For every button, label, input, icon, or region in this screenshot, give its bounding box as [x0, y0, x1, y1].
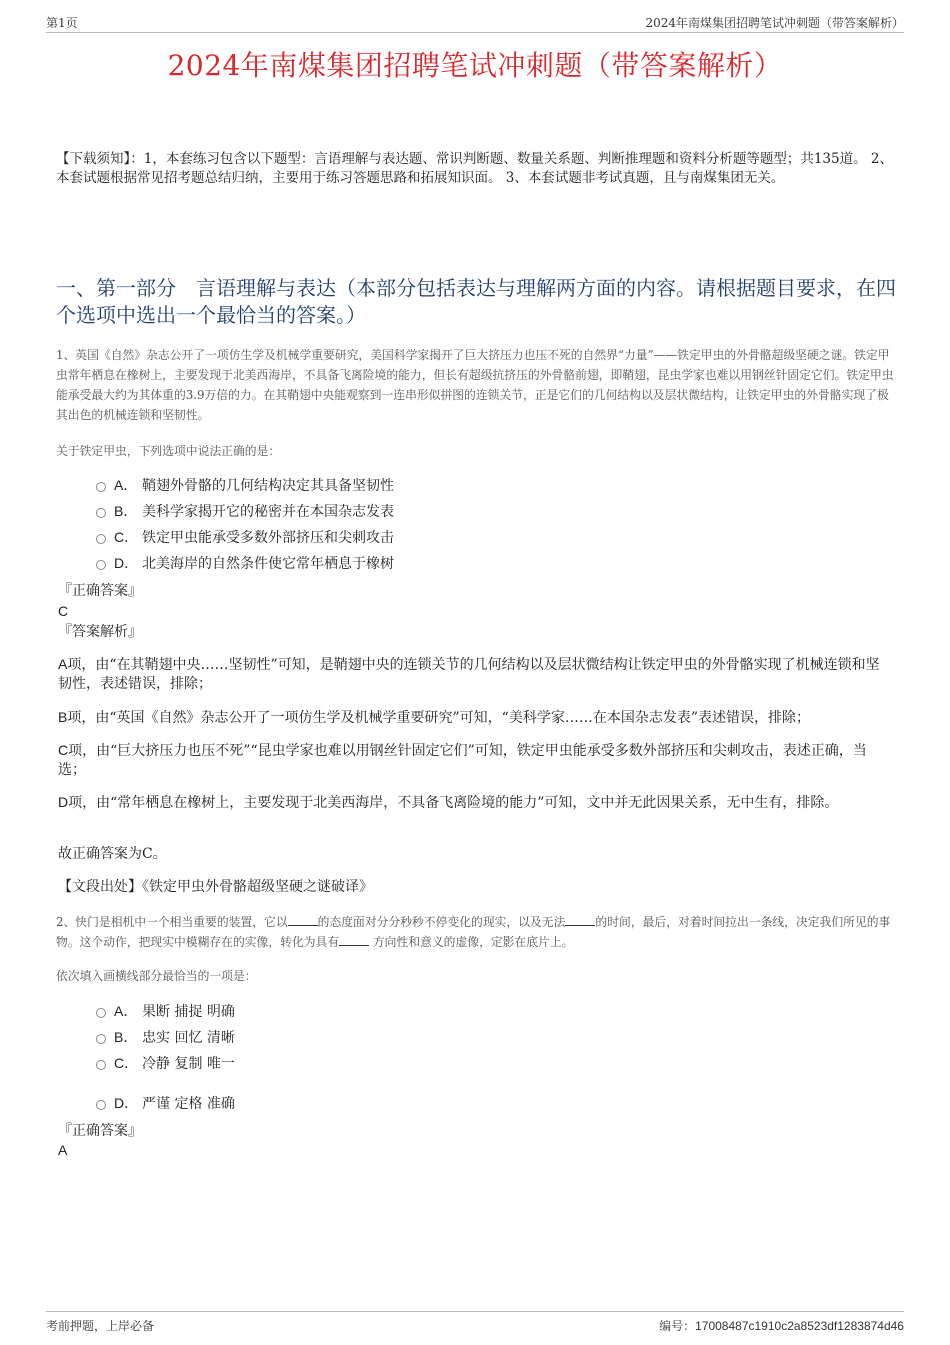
- question-1-prompt: 关于铁定甲虫，下列选项中说法正确的是：: [56, 444, 281, 458]
- answer-blank: [565, 913, 595, 926]
- question-1-source: 【文段出处】《铁定甲虫外骨骼超级坚硬之谜破译》: [58, 879, 373, 895]
- question-1-analysis-d: D项，由“常年栖息在橡树上，主要发现于北美西海岸，不具备飞离险境的能力”可知，文中并无此因果关系，无中生有，排除。: [58, 794, 839, 811]
- header-doc-name: 2024年南煤集团招聘笔试冲刺题（带答案解析）: [645, 16, 904, 30]
- radio-icon[interactable]: [96, 1008, 106, 1018]
- page-number: 第1页: [46, 16, 78, 30]
- section-title: 一、第一部分 言语理解与表达（本部分包括表达与理解两方面的内容。请根据题目要求，在四个选项中选出一个最恰当的答案。）: [56, 276, 896, 327]
- question-2-answer: A: [58, 1142, 68, 1158]
- document-title: 2024年南煤集团招聘笔试冲刺题（带答案解析）: [167, 49, 783, 82]
- radio-icon[interactable]: [96, 534, 106, 544]
- question-1-option-a[interactable]: A． 鞘翅外骨骼的几何结构决定其具备坚韧性: [96, 474, 696, 496]
- radio-icon[interactable]: [96, 560, 106, 570]
- question-1-analysis-b: B项，由“英国《自然》杂志公开了一项仿生学及机械学重要研究”可知，“美科学家……在本国杂志发表”表述错误，排除；: [58, 709, 810, 726]
- question-1-analysis-c: C项，由“巨大挤压力也压不死”“昆虫学家也难以用钢丝针固定它们”可知，铁定甲虫能承受多数外部挤压和尖刺攻击，表述正确，当选；: [58, 742, 867, 778]
- footer-slogan: 考前押题，上岸必备: [46, 1319, 155, 1333]
- page-footer: [46, 1311, 904, 1334]
- question-2-prompt: 依次填入画横线部分最恰当的一项是：: [56, 969, 257, 983]
- radio-icon[interactable]: [96, 508, 106, 518]
- question-1-answer-label: 『正确答案』: [58, 583, 142, 599]
- question-1-analysis-label: 『答案解析』: [58, 624, 142, 640]
- question-1-option-c[interactable]: C． 铁定甲虫能承受多数外部挤压和尖刺攻击: [96, 526, 696, 548]
- radio-icon[interactable]: [96, 1060, 106, 1070]
- question-2-option-b[interactable]: B． 忠实 回忆 清晰: [96, 1026, 696, 1048]
- answer-blank: [288, 913, 318, 926]
- question-2-passage: 2、快门是相机中一个相当重要的装置，它以 的态度面对分分秒秒不停变化的现实，以及无法 的时间，最后，对着时间拉出一条线，决定我们所见的事物。这个动作，把现实中模糊存在的实像，转化为具有 方向性和意义的虚像，定影在底片上。: [56, 915, 891, 949]
- question-1-passage: 1、英国《自然》杂志公开了一项仿生学及机械学重要研究，美国科学家揭开了巨大挤压力也压不死的自然界“力量”——铁定甲虫的外骨骼超级坚硬之谜。铁定甲虫常年栖息在橡树上，主要发现于北美西海岸，不具备飞离险境的能力，但长有超级抗挤压的外骨骼前翅，即鞘翅，昆虫学家也难以用钢丝针固定它们。铁定甲虫能承受最大约为其体重的3.9万倍的力。在其鞘翅中央能观察到一连串形似拼图的连锁关节，正是它们的几何结构以及层状微结构，让铁定甲虫的外骨骼实现了极其出色的机械连锁和坚韧性。: [56, 348, 894, 422]
- question-1-option-d[interactable]: D． 北美海岸的自然条件使它常年栖息于橡树: [96, 552, 696, 574]
- question-1-option-b[interactable]: B． 美科学家揭开它的秘密并在本国杂志发表: [96, 500, 696, 522]
- page-header: [46, 14, 904, 33]
- radio-icon[interactable]: [96, 1034, 106, 1044]
- download-notice: 【下载须知】：1，本套练习包含以下题型：言语理解与表达题、常识判断题、数量关系题、判断推理题和资料分析题等题型；共135道。 2、本套试题根据常见招考题总结归纳，主要用于练习答题思路和拓展知识面。 3、本套试题非考试真题，且与南煤集团无关。: [56, 151, 893, 186]
- question-2-option-a[interactable]: A． 果断 捕捉 明确: [96, 1000, 696, 1022]
- footer-serial: 编号：17008487c1910c2a8523df1283874d46: [659, 1319, 904, 1333]
- question-1-conclusion: 故正确答案为C。: [58, 846, 167, 862]
- question-2-answer-label: 『正确答案』: [58, 1123, 142, 1139]
- question-1-answer: C: [58, 603, 69, 619]
- question-2-option-d[interactable]: D． 严谨 定格 准确: [96, 1092, 696, 1114]
- question-1-analysis-a: A项，由“在其鞘翅中央……坚韧性”可知，是鞘翅中央的连锁关节的几何结构以及层状微结构让铁定甲虫的外骨骼实现了机械连锁和坚韧性，表述错误，排除；: [58, 656, 880, 692]
- radio-icon[interactable]: [96, 1100, 106, 1110]
- question-2-option-c[interactable]: C． 冷静 复制 唯一: [96, 1052, 696, 1074]
- radio-icon[interactable]: [96, 482, 106, 492]
- answer-blank: [339, 933, 369, 946]
